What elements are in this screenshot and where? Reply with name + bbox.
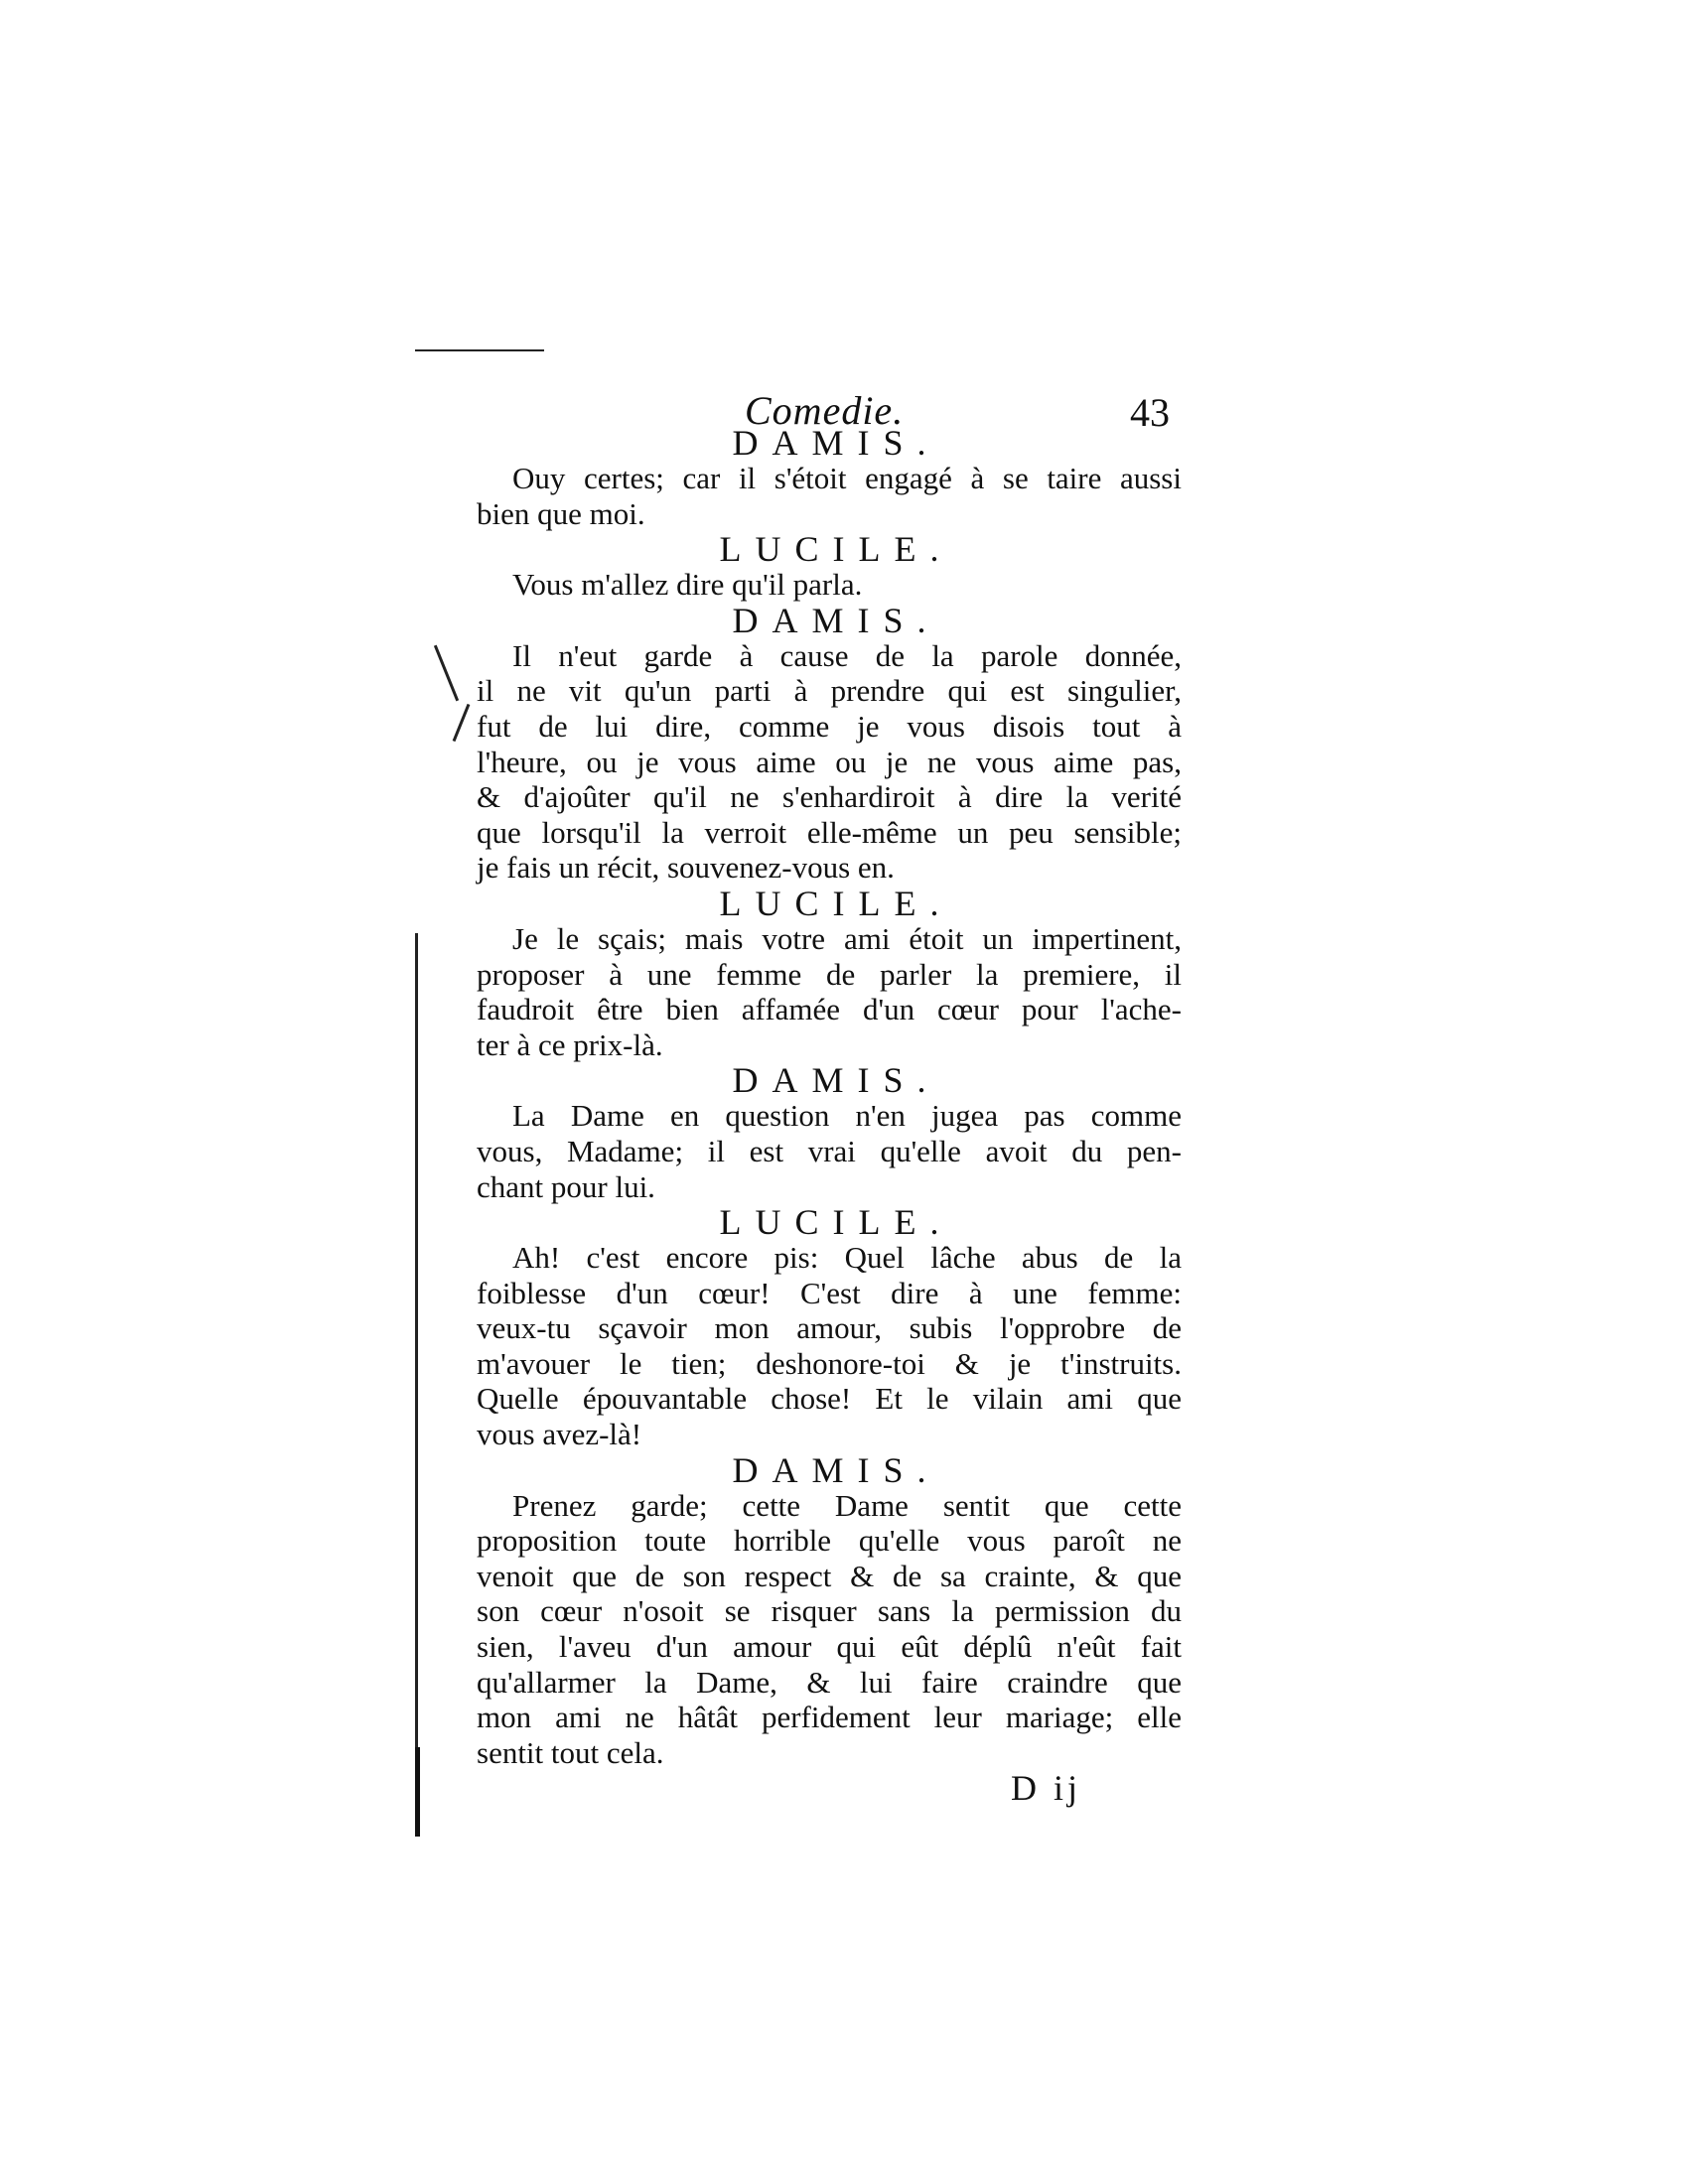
text-line: Vous m'allez dire qu'il parla. — [512, 567, 863, 603]
speaker-name: DAMIS. — [732, 600, 940, 640]
text-line: Il n'eut garde à cause de la parole donnée, — [512, 637, 1182, 673]
text-line: Ouy certes; car il s'étoit engagé à se taire aussi — [512, 461, 1182, 495]
text-line: venoit que de son respect & de sa crainte, & que — [477, 1558, 1182, 1593]
text-line: vous avez-là! — [477, 1417, 642, 1452]
speech-paragraph — [477, 461, 1182, 531]
margin-mark — [453, 704, 471, 742]
margin-mark — [434, 645, 459, 702]
signature-mark: D ij — [1011, 1768, 1082, 1808]
text-line: ter à ce prix-là. — [477, 1026, 663, 1062]
speech-paragraph — [477, 1240, 1182, 1452]
text-line: m'avouer le tien; deshonore-toi & je t'instruits. — [477, 1345, 1182, 1381]
text-line: Prenez garde; cette Dame sentit que cette — [512, 1487, 1182, 1523]
dialogue-text — [477, 425, 1182, 1770]
speaker-name: DAMIS. — [732, 1449, 940, 1490]
speaker-name: DAMIS. — [732, 1060, 940, 1101]
text-line: veux-tu sçavoir mon amour, subis l'opprobre de — [477, 1310, 1182, 1346]
running-head: Comedie. — [745, 388, 905, 433]
text-line: vous, Madame; il est vrai qu'elle avoit du pen- — [477, 1133, 1182, 1168]
top-rule — [415, 349, 544, 351]
speech-paragraph — [477, 1098, 1182, 1204]
text-line: faudroit être bien affamée d'un cœur pour l'ache- — [477, 992, 1182, 1027]
text-line: je fais un récit, souvenez-vous en. — [477, 850, 895, 886]
speaker-name: DAMIS. — [732, 423, 940, 463]
text-line: Quelle épouvantable chose! Et le vilain ami que — [477, 1381, 1182, 1417]
text-line: Ah! c'est encore pis: Quel lâche abus de la — [512, 1240, 1182, 1276]
text-line: fut de lui dire, comme je vous disois tout à — [477, 708, 1182, 744]
gutter-line-lower — [415, 1747, 420, 1837]
page-number: 43 — [1130, 390, 1170, 435]
speech-paragraph — [477, 921, 1182, 1062]
speech-paragraph — [477, 638, 1182, 886]
gutter-line — [415, 933, 418, 1827]
text-line: bien que moi. — [477, 495, 645, 531]
text-line: foiblesse d'un cœur! C'est dire à une femme: — [477, 1275, 1182, 1310]
speech-paragraph — [477, 1488, 1182, 1771]
text-line: l'heure, ou je vous aime ou je ne vous aime pas, — [477, 744, 1182, 779]
text-line: proposition toute horrible qu'elle vous paroît ne — [477, 1523, 1182, 1559]
text-line: que lorsqu'il la verroit elle-même un peu sensible; — [477, 814, 1182, 850]
text-line: proposer à une femme de parler la premiere, il — [477, 956, 1182, 992]
speaker-name: LUCILE. — [719, 883, 953, 923]
text-line: il ne vit qu'un parti à prendre qui est singulier, — [477, 673, 1182, 709]
text-line: mon ami ne hâtât perfidement leur mariage; elle — [477, 1700, 1182, 1735]
text-line: La Dame en question n'en jugea pas comme — [512, 1098, 1182, 1134]
text-line: son cœur n'osoit se risquer sans la permission du — [477, 1593, 1182, 1629]
text-line: qu'allarmer la Dame, & lui faire craindre que — [477, 1664, 1182, 1700]
text-line: sentit tout cela. — [477, 1734, 664, 1770]
speaker-name: LUCILE. — [719, 529, 953, 570]
text-line: sien, l'aveu d'un amour qui eût déplû n'eût fait — [477, 1629, 1182, 1665]
speech-paragraph — [477, 567, 1182, 603]
text-line: & d'ajoûter qu'il ne s'enhardiroit à dire la verité — [477, 779, 1182, 815]
text-line: Je le sçais; mais votre ami étoit un impertinent, — [512, 920, 1182, 956]
text-line: chant pour lui. — [477, 1168, 655, 1204]
speaker-name: LUCILE. — [719, 1202, 953, 1243]
